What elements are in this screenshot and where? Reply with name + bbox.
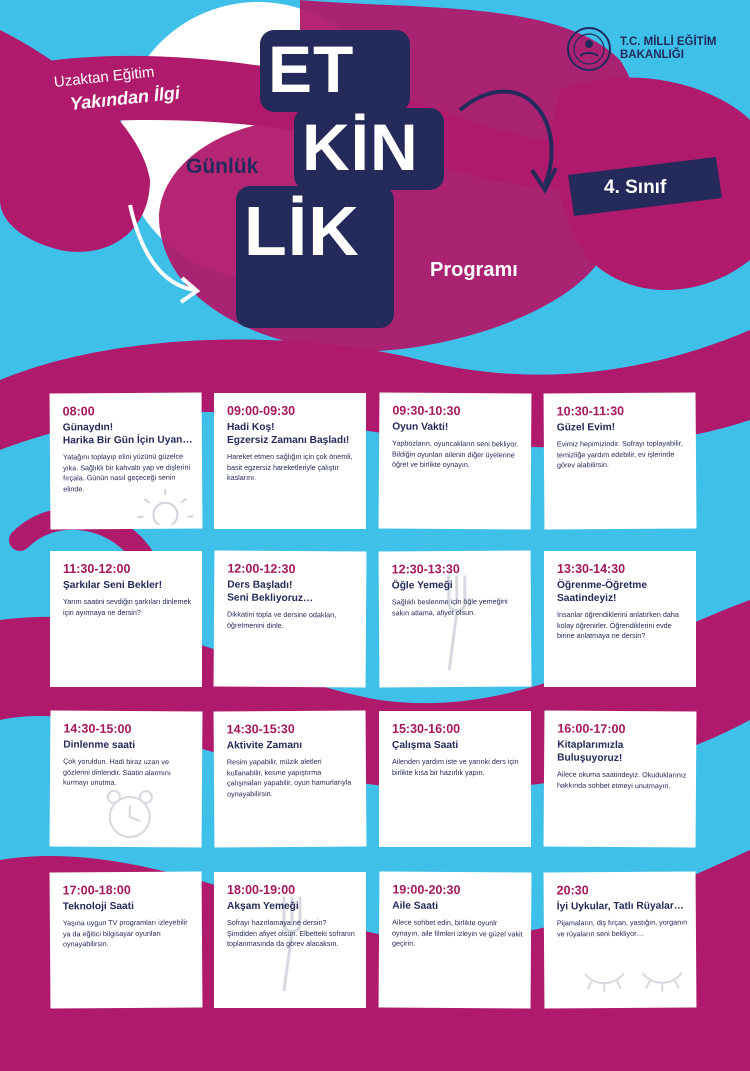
tagline-line2: Yakından İlgi <box>68 82 181 114</box>
schedule-card <box>379 392 532 529</box>
schedule-title: Teknoloji Saati <box>62 900 134 913</box>
schedule-title: Ders Başladı! Seni Bekliyoruz… <box>227 579 314 605</box>
schedule-time: 15:30-16:00 <box>392 722 461 736</box>
schedule-card <box>379 550 532 687</box>
schedule-card <box>50 392 203 529</box>
ministry-name-line2: BAKANLIĞI <box>620 49 684 61</box>
schedule-time: 14:30-15:30 <box>226 721 295 737</box>
schedule-card <box>379 711 531 847</box>
schedule-card <box>544 551 696 687</box>
schedule-description: Yapbozların, oyuncakların seni bekliyor. Bildiğin oyunları ailenin diğer üyelerine öğret ve birlikte oynayın. <box>391 438 519 470</box>
grade-label: 4. Sınıf <box>604 177 667 198</box>
schedule-time: 13:30-14:30 <box>557 562 626 576</box>
schedule-time: 17:00-18:00 <box>62 882 131 898</box>
schedule-title: İyi Uykular, Tatlı Rüyalar… <box>556 900 685 913</box>
schedule-title: Öğrenme-Öğretme Saatindeyiz! <box>557 580 648 604</box>
alarm-clock-icon <box>100 785 160 848</box>
schedule-description: Resim yapabilir, müzik aletleri kullanabilir, kesme yapıştırma çalışmaları yapabilir, oyun hamurlarıyla oynayabilirsin. <box>226 756 352 799</box>
schedule-card <box>50 871 203 1008</box>
schedule-time: 09:30-10:30 <box>392 403 461 419</box>
schedule-time: 09:00-09:30 <box>227 404 296 418</box>
schedule-time: 11:30-12:00 <box>63 562 131 576</box>
schedule-description: Evimiz hepimizindir. Sofrayı toplayabilir, temizliğe yardım edebilir, ev işlerinde görev alabilirsin. <box>556 438 683 470</box>
right-word: Programı <box>430 259 518 281</box>
schedule-description: Ailece sohbet edin, birlikte oyunlr oynayın, aile filmleri izleyin ve güzel vakit geçirin. <box>391 917 523 948</box>
schedule-title: Güzel Evim! <box>556 422 616 434</box>
schedule-title: Dinlenme saati <box>63 739 136 752</box>
ministry-name-line1: T.C. MİLLİ EĞİTİM <box>620 36 717 48</box>
title-line-kin: KİN <box>302 110 419 184</box>
schedule-description: Dikkatini topla ve dersine odakları, öğretmenini dinle. <box>226 609 337 630</box>
schedule-card <box>544 710 697 847</box>
schedule-card <box>214 710 367 847</box>
schedule-description: Hareket etmen sağlığın için çok önemli, basit egzersiz hareketleriyle çalıştır kaslarını. <box>227 452 353 483</box>
schedule-card <box>214 393 366 529</box>
schedule-title: Aktivite Zamanı <box>226 739 303 752</box>
schedule-title: Öğle Yemeği <box>391 580 453 592</box>
schedule-description: Yarım saatini sevdiğin şarkıları dinlemek için ayırmaya ne dersin? <box>63 597 192 617</box>
ministry-logo <box>566 26 746 70</box>
schedule-time: 14:30-15:00 <box>63 721 132 737</box>
schedule-time: 08:00 <box>62 404 95 419</box>
schedule-time: 12:30-13:30 <box>391 561 460 577</box>
schedule-card <box>544 871 697 1008</box>
schedule-time: 12:00-12:30 <box>227 561 296 577</box>
schedule-title: Kitaplarımızla Buluşuyoruz! <box>557 739 624 765</box>
schedule-description: Pijamaların, diş fırçan, yastığın, yorganın ve rüyaların seni bekliyor… <box>556 917 688 939</box>
closed-eyes-icon <box>579 964 689 999</box>
schedule-card <box>544 392 697 529</box>
schedule-card <box>214 550 367 687</box>
schedule-time: 16:00-17:00 <box>557 721 626 737</box>
schedule-description: İnsanlar öğrendiklerini anlatırken daha kolay öğrenirler. Öğrendiklerini evde birine anlatmaya ne dersin? <box>557 610 679 641</box>
schedule-time: 10:30-11:30 <box>556 403 625 419</box>
schedule-time: 20:30 <box>556 883 589 898</box>
schedule-card <box>214 872 366 1008</box>
schedule-card <box>379 871 532 1008</box>
schedule-description: Sofrayı hazırlamaya ne dersin? Şimdiden afiyet olsun. Elbetteki sofranın toplanmasında da görev alacaksın. <box>227 918 355 949</box>
schedule-description: Sağlıklı beslenme için öğle yemeğini sakın atlama, afiyet olsun. <box>391 596 508 618</box>
schedule-title: Çalışma Saati <box>392 740 459 751</box>
schedule-card <box>50 710 203 847</box>
schedule-title: Oyun Vakti! <box>392 421 449 433</box>
schedule-title: Akşam Yemeği <box>227 901 299 912</box>
title-line-lik: LİK <box>244 192 360 270</box>
schedule-description: Ailece okuma saatindeyiz. Okuduklarınız hakkında sohbet etmeyi unutmayın. <box>556 769 687 790</box>
schedule-description: Yatağını toplayıp elini yüzünü güzelce yıka. Sağlıklı bir kahvaltı yap ve dişlerini fırçala. Günün nasıl geçeceği senin elinde. <box>62 451 191 494</box>
schedule-time: 18:00-19:00 <box>227 883 296 897</box>
left-word: Günlük <box>186 155 259 178</box>
ministry-seal-icon <box>566 26 612 72</box>
schedule-description: Ailenden yardım iste ve yarınki ders için birlikte kısa bir hazırlık yapın. <box>392 757 519 777</box>
schedule-description: Çok yoruldun. Hadi biraz uzan ve gözlerini dinlendir. Saatin alarmını kurmayı unutma. <box>62 756 171 788</box>
schedule-description: Yaşına uygun TV programları izleyebilir ya da eğitici bilgisayar oyunları oynayabilirsin. <box>62 917 188 949</box>
schedule-title: Aile Saati <box>392 900 439 912</box>
main-title <box>238 32 448 340</box>
schedule-title: Hadi Koş! Egzersiz Zamanı Başladı! <box>227 422 350 446</box>
schedule-title: Şarkılar Seni Bekler! <box>63 580 163 591</box>
title-line-et: ET <box>268 32 355 106</box>
schedule-card <box>50 551 202 687</box>
tagline-line1: Uzaktan Eğitim <box>53 63 156 91</box>
schedule-time: 19:00-20:30 <box>392 882 461 898</box>
schedule-title: Günaydın! Harika Bir Gün İçin Uyan… <box>62 422 193 447</box>
ministry-name <box>620 36 745 62</box>
